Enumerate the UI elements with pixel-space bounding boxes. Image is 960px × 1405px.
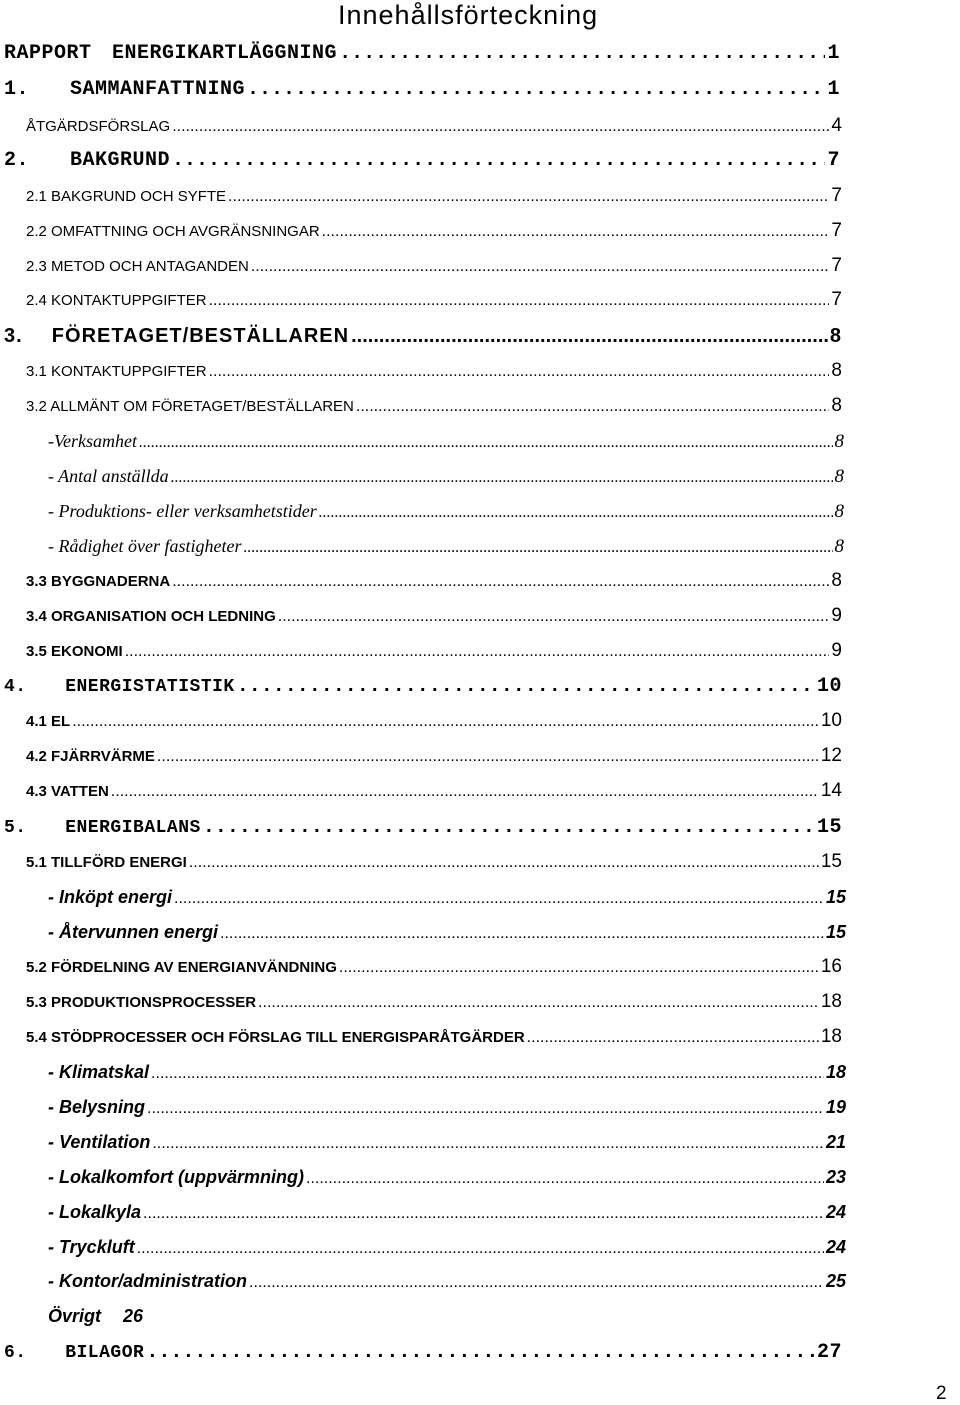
toc-entry-label: 2.4 KONTAKTUPPGIFTER	[26, 292, 207, 309]
toc-entry-label: - Belysning	[48, 1097, 146, 1117]
toc-entry-label: - Ventilation	[48, 1132, 151, 1152]
toc-leader-dots	[527, 1024, 819, 1052]
toc-entry-label: 2.2 OMFATTNING OCH AVGRÄNSNINGAR	[26, 223, 320, 240]
toc-entry-label: 4.2 FJÄRRVÄRME	[26, 748, 155, 765]
toc-entry-klimatskal[interactable]	[48, 1058, 846, 1086]
toc-entry-label: 3.3 BYGGNADERNA	[26, 573, 171, 590]
toc-entry-label: 6. BILAGOR	[4, 1343, 145, 1363]
toc-leader-dots	[278, 603, 830, 631]
page-number: 2	[936, 1383, 947, 1404]
toc-entry-radighet[interactable]	[48, 532, 844, 560]
toc-entry-sammanfattning[interactable]	[4, 76, 840, 104]
toc-entry-label: - Inköpt energi	[48, 887, 173, 907]
toc-entry-3-1[interactable]	[26, 357, 842, 385]
toc-leader-dots	[146, 1339, 815, 1367]
toc-leader-dots	[172, 568, 829, 596]
toc-entry-page: 18	[820, 991, 842, 1012]
toc-entry-bilagor[interactable]	[4, 1339, 842, 1367]
toc-entry-3-2[interactable]	[26, 392, 842, 420]
toc-entry-inkopt-energi[interactable]	[48, 883, 846, 911]
toc-entry-foretaget[interactable]	[4, 322, 842, 350]
toc-entry-energibalans[interactable]	[4, 814, 842, 842]
toc-entry-page: 8	[829, 325, 842, 347]
toc-entry-4-2[interactable]	[26, 742, 842, 770]
toc-leader-dots	[249, 1269, 824, 1297]
toc-entry-page: 4	[831, 115, 842, 136]
toc-entry-page: 8	[831, 570, 842, 591]
toc-entry-verksamhet[interactable]	[48, 427, 844, 455]
toc-leader-dots	[306, 1165, 824, 1193]
toc-leader-dots	[72, 708, 819, 736]
toc-leader-dots	[319, 499, 833, 527]
toc-entry-page: 8	[831, 360, 842, 381]
toc-entry-3-4[interactable]	[26, 602, 842, 630]
toc-entry-2-2[interactable]	[26, 217, 842, 245]
toc-entry-label: - Produktions- eller verksamhetstider	[48, 501, 317, 521]
toc-leader-dots	[339, 954, 819, 982]
toc-entry-label: - Antal anställda	[48, 466, 169, 486]
toc-leader-dots	[203, 814, 815, 842]
toc-entry-3-5[interactable]	[26, 637, 842, 665]
toc-entry-4-1[interactable]	[26, 707, 842, 735]
toc-entry-label: Övrigt	[48, 1306, 102, 1326]
toc-entry-page: 8	[831, 395, 842, 416]
toc-entry-label: 5.2 FÖRDELNING AV ENERGIANVÄNDNING	[26, 959, 337, 976]
toc-entry-page: 21	[825, 1132, 846, 1152]
toc-entry-atervunnen-energi[interactable]	[48, 918, 846, 946]
toc-entry-label: - Lokalkomfort (uppvärmning)	[48, 1167, 304, 1187]
toc-entry-page: 1	[827, 42, 840, 65]
toc-entry-label: 2. BAKGRUND	[4, 149, 171, 172]
toc-entry-tryckluft[interactable]	[48, 1233, 846, 1261]
toc-entry-label: ÅTGÄRDSFÖRSLAG	[26, 118, 171, 135]
toc-entry-page: 7	[831, 255, 842, 276]
toc-entry-page: 26	[123, 1306, 144, 1326]
toc-entry-5-1[interactable]	[26, 848, 842, 876]
toc-entry-5-2[interactable]	[26, 953, 842, 981]
toc-entry-page: 23	[825, 1167, 846, 1187]
toc-entry-page: 15	[816, 816, 842, 839]
toc-entry-page: 7	[831, 185, 842, 206]
toc-leader-dots	[356, 393, 830, 421]
toc-entry-page: 9	[831, 605, 842, 626]
toc-entry-page: 15	[820, 851, 842, 872]
toc-entry-bakgrund[interactable]	[4, 147, 840, 175]
toc-entry-label: - Tryckluft	[48, 1237, 135, 1257]
toc-leader-dots	[139, 429, 833, 457]
toc-entry-label: -Verksamhet	[48, 431, 137, 451]
toc-entry-4-3[interactable]	[26, 777, 842, 805]
toc-entry-page: 1	[827, 78, 840, 101]
toc-entry-page: 7	[831, 289, 842, 310]
toc-leader-dots	[220, 920, 824, 948]
toc-entry-page: 24	[825, 1202, 846, 1222]
toc-entry-label: 4. ENERGISTATISTIK	[4, 677, 235, 697]
toc-entry-atgardsforslag[interactable]	[26, 112, 842, 140]
toc-entry-label: 4.1 EL	[26, 713, 71, 730]
toc-leader-dots	[147, 1095, 824, 1123]
toc-entry-5-4[interactable]	[26, 1023, 842, 1051]
toc-entry-2-1[interactable]	[26, 182, 842, 210]
toc-entry-page: 8	[834, 501, 844, 522]
toc-entry-label: 3. FÖRETAGET/BESTÄLLAREN	[4, 325, 350, 347]
toc-entry-page: 27	[816, 1341, 842, 1364]
toc-entry-page: 9	[831, 640, 842, 661]
toc-entry-ventilation[interactable]	[48, 1128, 846, 1156]
toc-leader-dots	[172, 113, 829, 141]
toc-entry-page: 19	[825, 1097, 846, 1117]
toc-entry-label: 5. ENERGIBALANS	[4, 818, 201, 838]
toc-title: Innehållsförteckning	[338, 0, 599, 30]
toc-leader-dots	[111, 778, 819, 806]
toc-entry-label: 1. SAMMANFATTNING	[4, 78, 246, 101]
toc-leader-dots	[137, 1235, 824, 1263]
toc-entry-label: 2.3 METOD OCH ANTAGANDEN	[26, 258, 249, 275]
toc-leader-dots	[171, 464, 833, 492]
toc-entry-rapport[interactable]	[4, 40, 840, 68]
toc-leader-dots	[125, 638, 830, 666]
toc-entry-page: 8	[834, 431, 844, 452]
toc-entry-page: 8	[834, 536, 844, 557]
toc-entry-label: 5.4 STÖDPROCESSER OCH FÖRSLAG TILL ENERGISPARÅTGÄRDER	[26, 1029, 525, 1046]
toc-entry-label: - Återvunnen energi	[48, 922, 219, 942]
toc-leader-dots	[251, 253, 830, 281]
toc-leader-dots	[247, 76, 825, 104]
toc-entry-label: - Rådighet över fastigheter	[48, 536, 242, 556]
toc-entry-label: 3.4 ORGANISATION OCH LEDNING	[26, 608, 276, 625]
toc-entry-label: 5.3 PRODUKTIONSPROCESSER	[26, 994, 257, 1011]
toc-entry-page: 15	[825, 887, 846, 907]
toc-entry-2-4[interactable]	[26, 286, 842, 314]
toc-entry-label: - Kontor/administration	[48, 1271, 247, 1291]
toc-leader-dots	[322, 218, 830, 246]
toc-leader-dots	[339, 40, 825, 68]
toc-entry-page: 12	[820, 745, 842, 766]
toc-entry-antal-anstallda[interactable]	[48, 462, 844, 490]
toc-entry-energistatistik[interactable]	[4, 673, 842, 701]
toc-leader-dots	[237, 673, 815, 701]
toc-leader-dots	[243, 534, 832, 562]
toc-entry-page: 25	[825, 1271, 846, 1291]
toc-leader-dots	[151, 1060, 824, 1088]
toc-entry-5-3[interactable]	[26, 988, 842, 1016]
toc-entry-label: - Klimatskal	[48, 1062, 150, 1082]
toc-entry-page: 16	[820, 956, 842, 977]
toc-entry-page: 18	[820, 1026, 842, 1047]
toc-entry-page: 18	[825, 1062, 846, 1082]
toc-entry-3-3[interactable]	[26, 567, 842, 595]
toc-leader-dots	[258, 989, 819, 1017]
toc-entry-label: 3.1 KONTAKTUPPGIFTER	[26, 363, 207, 380]
toc-entry-2-3[interactable]	[26, 252, 842, 280]
toc-entry-lokalkyla[interactable]	[48, 1198, 846, 1226]
toc-leader-dots	[143, 1200, 824, 1228]
toc-leader-dots	[209, 358, 830, 386]
toc-entry-label: RAPPORT ENERGIKARTLÄGGNING	[4, 42, 338, 65]
toc-entry-label: 4.3 VATTEN	[26, 783, 109, 800]
toc-entry-page: 24	[825, 1237, 846, 1257]
toc-entry-label: 3.2 ALLMÄNT OM FÖRETAGET/BESTÄLLAREN	[26, 398, 354, 415]
toc-leader-dots	[174, 885, 824, 913]
toc-entry-page: 10	[816, 675, 842, 698]
toc-entry-label: 2.1 BAKGRUND OCH SYFTE	[26, 188, 227, 205]
toc-entry-label: 3.5 EKONOMI	[26, 643, 123, 660]
toc-entry-page: 8	[834, 466, 844, 487]
toc-entry-label: 5.1 TILLFÖRD ENERGI	[26, 854, 187, 871]
toc-leader-dots	[172, 147, 825, 175]
toc-leader-dots	[209, 287, 830, 315]
toc-entry-ovrigt[interactable]	[48, 1302, 143, 1330]
toc-entry-belysning[interactable]	[48, 1093, 846, 1121]
toc-entry-page: 7	[827, 149, 840, 172]
toc-entry-lokalkomfort[interactable]	[48, 1163, 846, 1191]
toc-leader-dots	[189, 849, 819, 877]
toc-leader-dots	[152, 1130, 824, 1158]
toc-leader-dots	[351, 322, 828, 350]
toc-entry-page: 10	[820, 710, 842, 731]
toc-leader-dots	[157, 743, 819, 771]
toc-entry-produktionstider[interactable]	[48, 497, 844, 525]
toc-entry-label: - Lokalkyla	[48, 1202, 142, 1222]
toc-leader-dots	[228, 183, 829, 211]
toc-entry-page: 14	[820, 780, 842, 801]
toc-entry-kontor-administration[interactable]	[48, 1267, 846, 1295]
toc-entry-page: 15	[825, 922, 846, 942]
toc-entry-page: 7	[831, 220, 842, 241]
